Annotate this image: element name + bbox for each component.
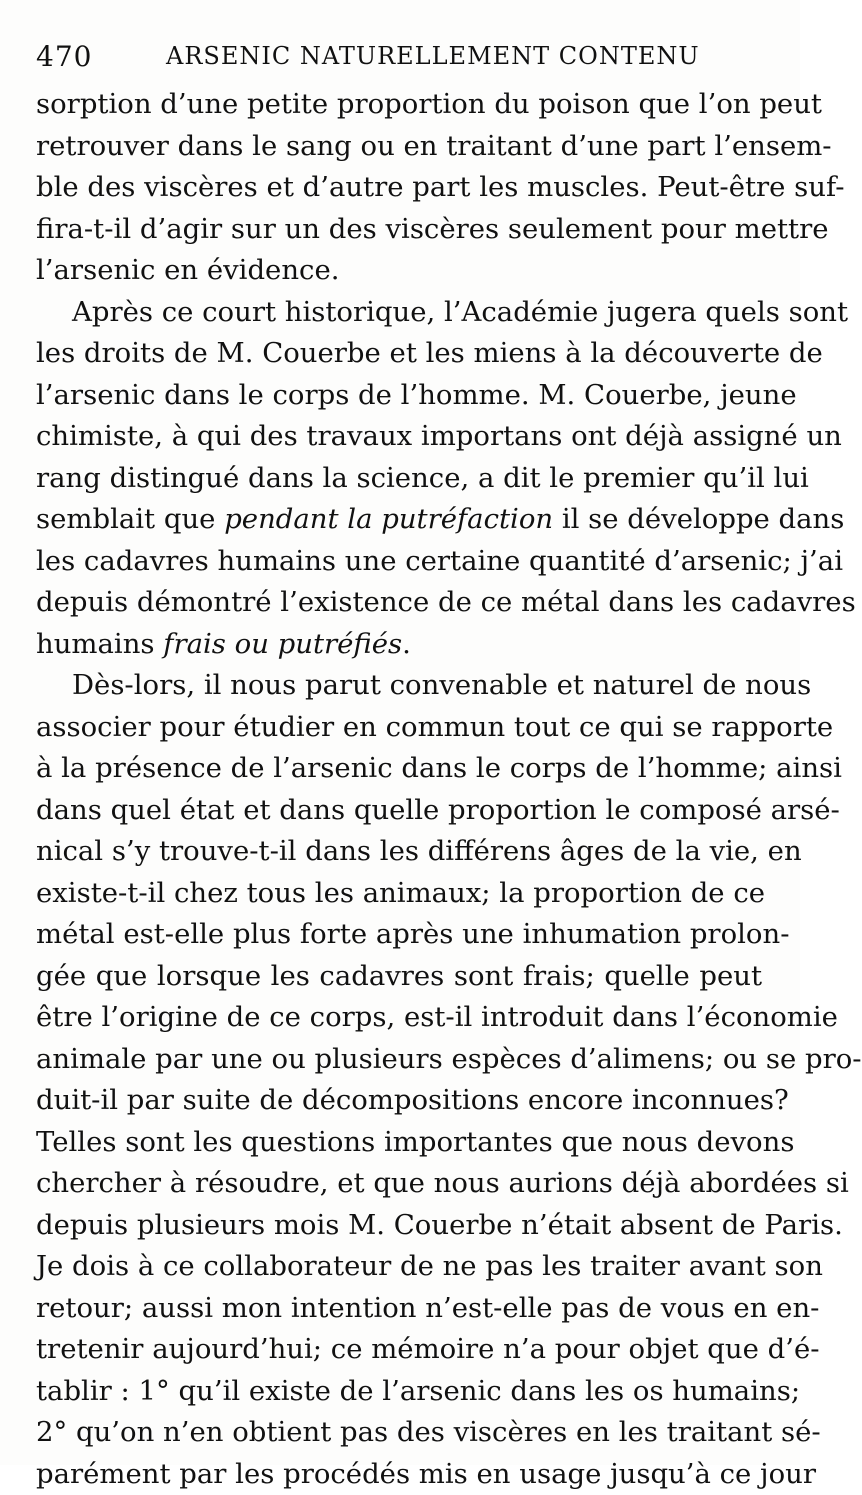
text-line: 2° qu’on n’en obtient pas des viscères en les traitant sé- <box>36 1412 762 1454</box>
text-line: dans quel état et dans quelle proportion le composé arsé- <box>36 790 762 832</box>
text-line-with-italic <box>36 624 762 666</box>
text-line: Je dois à ce collaborateur de ne pas les traiter avant son <box>36 1246 762 1288</box>
text-run: il se développe dans <box>553 503 844 535</box>
text-line: fira-t-il d’agir sur un des viscères seulement pour mettre <box>36 209 762 251</box>
text-line: l’arsenic dans le corps de l’homme. M. Couerbe, jeune <box>36 375 762 417</box>
italic-phrase: frais ou putréfiés <box>163 628 402 660</box>
text-line: sorption d’une petite proportion du poison que l’on peut <box>36 84 762 126</box>
body-text <box>36 84 762 1495</box>
text-line: métal est-elle plus forte après une inhumation prolon- <box>36 914 762 956</box>
text-run: humains <box>36 628 163 660</box>
text-line: duit-il par suite de décompositions encore inconnues? <box>36 1080 762 1122</box>
text-line: animale par une ou plusieurs espèces d’alimens; ou se pro- <box>36 1039 762 1081</box>
text-line: existe-t-il chez tous les animaux; la proportion de ce <box>36 873 762 915</box>
text-line: rang distingué dans la science, a dit le premier qu’il lui <box>36 458 762 500</box>
text-line: l’arsenic en évidence. <box>36 250 762 292</box>
text-line: être l’origine de ce corps, est-il introduit dans l’économie <box>36 997 762 1039</box>
page-header <box>36 36 776 76</box>
text-run: . <box>402 628 411 660</box>
text-line: Telles sont les questions importantes que nous devons <box>36 1122 762 1164</box>
running-title: ARSENIC NATURELLEMENT CONTENU <box>166 42 700 70</box>
text-line: ble des viscères et d’autre part les muscles. Peut-être suf- <box>36 167 762 209</box>
text-line: les droits de M. Couerbe et les miens à la découverte de <box>36 333 762 375</box>
text-line-with-italic <box>36 499 762 541</box>
text-run: semblait que <box>36 503 224 535</box>
text-line: gée que lorsque les cadavres sont frais; quelle peut <box>36 956 762 998</box>
paragraph-start-line: Après ce court historique, l’Académie jugera quels sont <box>36 292 762 334</box>
paragraph-start-line: Dès-lors, il nous parut convenable et naturel de nous <box>36 665 762 707</box>
text-line: retrouver dans le sang ou en traitant d’une part l’ensem- <box>36 126 762 168</box>
text-line: associer pour étudier en commun tout ce qui se rapporte <box>36 707 762 749</box>
text-line: retour; aussi mon intention n’est-elle pas de vous en en- <box>36 1288 762 1330</box>
text-line: tretenir aujourd’hui; ce mémoire n’a pour objet que d’é- <box>36 1329 762 1371</box>
text-line: parément par les procédés mis en usage jusqu’à ce jour <box>36 1454 762 1495</box>
text-line: nical s’y trouve-t-il dans les différens âges de la vie, en <box>36 831 762 873</box>
italic-phrase: pendant la putréfaction <box>224 503 553 535</box>
text-line: depuis démontré l’existence de ce métal dans les cadavres <box>36 582 762 624</box>
text-line: depuis plusieurs mois M. Couerbe n’était absent de Paris. <box>36 1205 762 1247</box>
text-line: les cadavres humains une certaine quantité d’arsenic; j’ai <box>36 541 762 583</box>
text-line: chimiste, à qui des travaux importans ont déjà assigné un <box>36 416 762 458</box>
page-number: 470 <box>36 40 92 73</box>
text-line: chercher à résoudre, et que nous aurions déjà abordées si <box>36 1163 762 1205</box>
text-line: à la présence de l’arsenic dans le corps de l’homme; ainsi <box>36 748 762 790</box>
text-line: tablir : 1° qu’il existe de l’arsenic dans les os humains; <box>36 1371 762 1413</box>
